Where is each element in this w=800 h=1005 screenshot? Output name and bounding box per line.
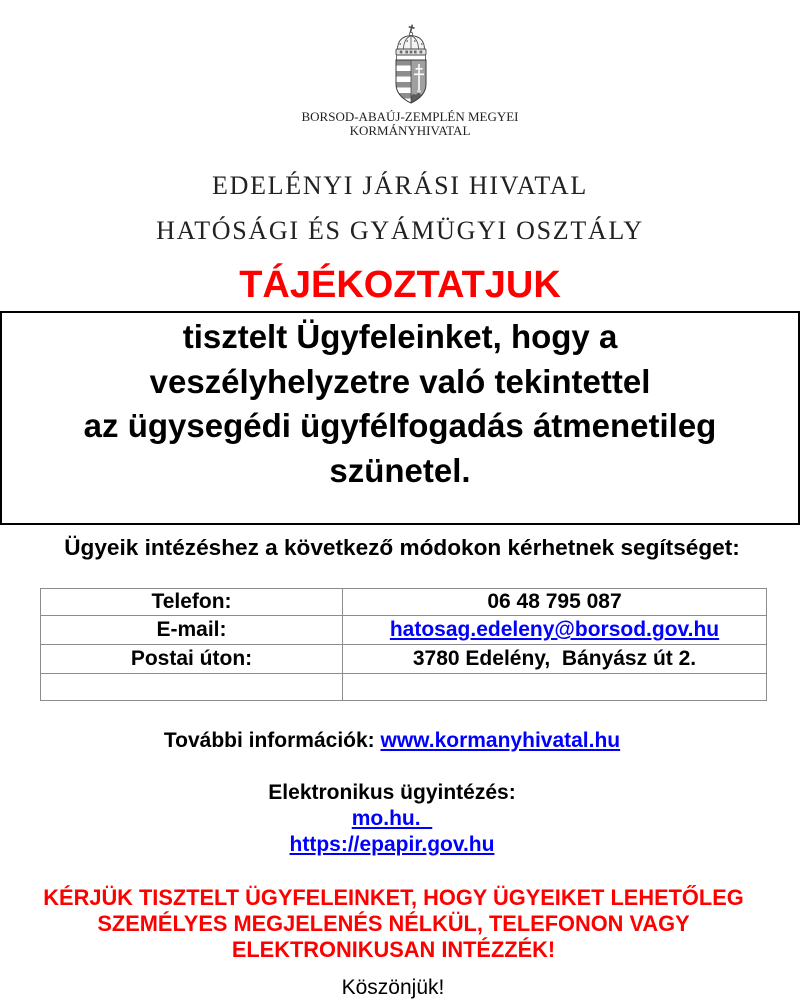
government-office-name: BORSOD-ABAÚJ-ZEMPLÉN MEGYEI	[301, 109, 519, 124]
request-line: SZEMÉLYES MEGJELENÉS NÉLKÜL, TELEFONON VAGY	[97, 911, 690, 936]
contact-value-email	[343, 616, 767, 645]
contact-value-post: 3780 Edelény, Bányász út 2.	[343, 645, 767, 674]
kormanyhivatal-link[interactable]: www.kormanyhivatal.hu	[380, 729, 621, 752]
shield-icon	[396, 60, 426, 103]
e-administration-link-row	[0, 832, 784, 858]
notice-message	[0, 315, 800, 494]
notice-heading: TÁJÉKOZTATJUK	[239, 264, 561, 306]
department-title: HATÓSÁGI ÉS GYÁMÜGYI OSZTÁLY	[156, 216, 644, 245]
closing-thanks: Köszönjük!	[341, 976, 445, 999]
notice-line: szünetel.	[329, 452, 471, 490]
epapir-link[interactable]: https://epapir.gov.hu	[289, 833, 495, 856]
mohu-link[interactable]: mo.hu.	[351, 807, 433, 830]
more-info-line	[0, 728, 784, 754]
contact-intro: Ügyeik intézéshez a következő módokon kérhetnek segítséget:	[64, 535, 740, 560]
table-row	[41, 645, 767, 674]
notice-line: az ügysegédi ügyfélfogadás átmenetileg	[83, 407, 717, 445]
more-info-label: További információk:	[163, 729, 375, 752]
district-office-title: EDELÉNYI JÁRÁSI HIVATAL	[212, 171, 588, 200]
contact-label-post: Postai úton:	[41, 645, 343, 674]
request-line: KÉRJÜK TISZTELT ÜGYFELEINKET, HOGY ÜGYEIKET LEHETŐLEG	[43, 885, 744, 910]
contact-empty-cell	[41, 674, 343, 701]
email-link[interactable]: hatosag.edeleny@borsod.gov.hu	[389, 618, 720, 641]
request-line: ELEKTRONIKUSAN INTÉZZÉK!	[231, 937, 556, 962]
e-administration-block	[0, 780, 784, 858]
notice-line: tisztelt Ügyfeleinket, hogy a	[182, 318, 618, 355]
notice-line: veszélyhelyzetre való tekintettel	[149, 362, 651, 400]
table-row	[41, 616, 767, 645]
contact-value-phone: 06 48 795 087	[343, 589, 767, 616]
contact-empty-cell	[343, 674, 767, 701]
crown-icon	[396, 36, 426, 62]
contact-label-email: E-mail:	[41, 616, 343, 645]
government-office-type: KORMÁNYHIVATAL	[349, 123, 471, 138]
contact-label-phone: Telefon:	[41, 589, 343, 616]
hungarian-coat-of-arms-icon	[393, 24, 429, 104]
table-row-empty	[41, 674, 767, 701]
e-administration-link-row	[0, 806, 784, 832]
crown-cross-icon	[407, 24, 415, 33]
contact-table	[40, 588, 767, 701]
table-row	[41, 589, 767, 616]
e-administration-label: Elektronikus ügyintézés:	[268, 781, 516, 804]
request-message	[0, 885, 787, 963]
